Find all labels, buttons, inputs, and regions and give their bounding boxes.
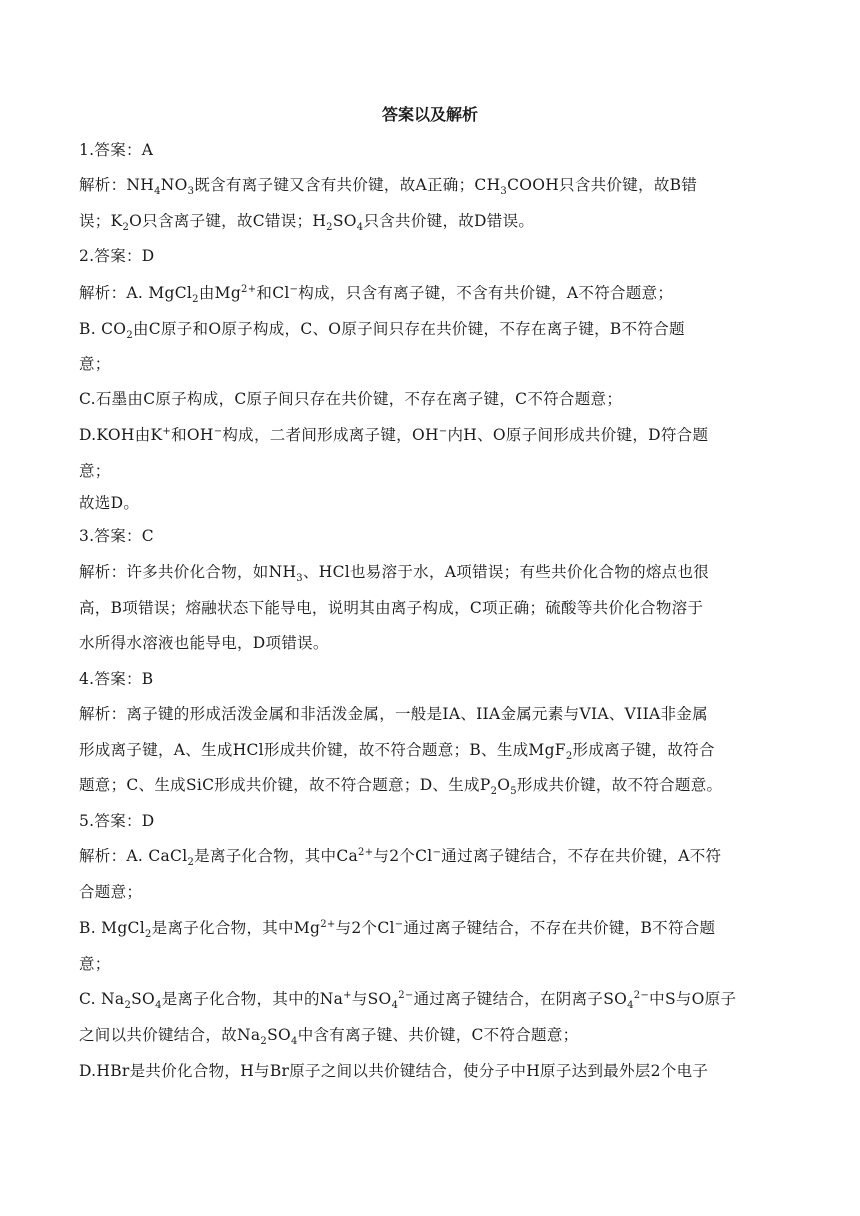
text-line: D.KOH由K+和OH−构成，二者间形成离子键，OH−内H、O原子间形成共价键，D符合题 xyxy=(79,425,709,444)
text-line: 解析：$NH_4NO_3$既含有离子键又含有共价键，故A正确；$CH_3COOH$只含共价键，故B错 xyxy=(79,176,698,198)
text-line: C.石墨由C原子构成，C原子间只存在共价键，不存在离子键，C不符合题意； xyxy=(79,390,623,408)
text-line: 意； xyxy=(79,355,111,373)
text-line: 解析：A. CaCl$_2$是离子化合物，其中$Ca^{2+}$与2个Cl−通过离子键结合，不存在共价键，A不符 xyxy=(79,846,722,869)
text-line: 误；$K_2O$只含离子键，故C错误；$H_2SO_4$只含共价键，故D错误。 xyxy=(79,212,535,234)
text-line: 形成离子键，A、生成HCl形成共价键，故不符合题意；B、生成MgF$_2$形成离子键，故符合 xyxy=(79,741,715,763)
text-line: 3.答案：C xyxy=(79,527,154,545)
text-line: 解析：离子键的形成活泼金属和非活泼金属，一般是IA、IIA金属元素与VIA、VIIA非金属 xyxy=(79,705,708,723)
text-line: 4.答案：B xyxy=(79,670,154,688)
text-line: 解析：许多共价化合物，如$NH_3$、HCl也易溶于水，A项错误；有些共价化合物的熔点也很 xyxy=(79,563,710,585)
text-line: 合题意； xyxy=(79,883,143,901)
text-line: 高，B项错误；熔融状态下能导电，说明其由离子构成，C项正确；硫酸等共价化合物溶于 xyxy=(79,599,704,617)
text-line: 5.答案：D xyxy=(79,812,155,830)
page-title: 答案以及解析 xyxy=(381,105,478,124)
text-line: D.HBr是共价化合物，H与Br原子之间以共价键结合，使分子中H原子达到最外层2个电子 xyxy=(79,1062,709,1080)
text-line: B. $CO_2$由C原子和O原子构成，C、O原子间只存在共价键，不存在离子键，B不符合题 xyxy=(79,320,685,342)
text-line: 意； xyxy=(79,955,111,973)
text-line: 解析：A. MgCl$_2$由$Mg^{2+}$和Cl−构成，只含有离子键，不含有共价键，A不符合题意； xyxy=(79,283,674,306)
text-line: 故选D。 xyxy=(79,494,140,512)
text-line: 之间以共价键结合，故$Na_2SO_4$中含有离子键、共价键，C不符合题意； xyxy=(79,1026,579,1048)
text-line: 2.答案：D xyxy=(79,247,155,265)
text-line: 1.答案：A xyxy=(79,141,154,159)
text-line: C. $Na_2SO_4$是离子化合物，其中的Na+与$SO_4^{2-}$通过离子键结合，在阴离子$SO_4^{2-}$中S与O原子 xyxy=(79,989,737,1012)
text-line: 水所得水溶液也能导电，D项错误。 xyxy=(79,634,329,652)
text-line: 意； xyxy=(79,462,111,480)
text-line: 题意；C、生成SiC形成共价键，故不符合题意；D、生成$P_2O_5$形成共价键，故不符合题意。 xyxy=(79,776,723,798)
text-line: B. MgCl$_2$是离子化合物，其中$Mg^{2+}$与2个Cl−通过离子键结合，不存在共价键，B不符合题 xyxy=(79,918,716,941)
